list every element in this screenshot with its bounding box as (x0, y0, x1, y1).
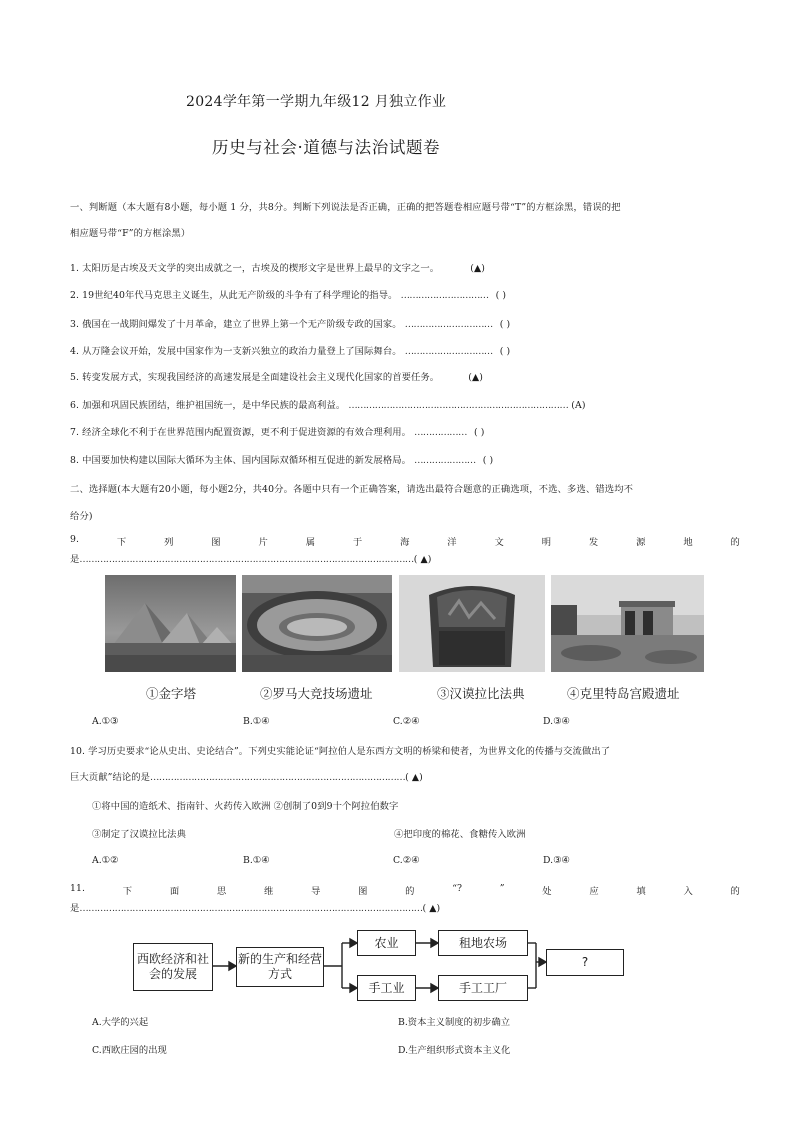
exam-subtitle: 历史与社会·道德与法治试题卷 (212, 138, 441, 157)
question-text: 6. 加强和巩固民族团结，维护祖国统一，是中华民族的最高利益。 (70, 400, 346, 411)
leader-dots: ………………… (414, 455, 476, 466)
answer-mark: ( ▲) (413, 554, 432, 565)
q11-option-a[interactable]: A.大学的兴起 (92, 1017, 149, 1028)
leader-dots: ………………………………………………………………… (348, 400, 569, 411)
question-text: 1. 太阳历是古埃及天文学的突出成就之一，古埃及的楔形文字是世界上最早的文字之一。 (70, 263, 440, 274)
leader-dots: …………………………………………………………………………… (150, 772, 406, 783)
section1-intro-line2: 相应题号带“F”的方框涂黑） (70, 228, 191, 239)
q9-option-a[interactable]: A.①③ (92, 716, 119, 727)
answer-mark: ( ) (482, 455, 494, 466)
question-text: 5. 转变发展方式，实现我国经济的高速发展是全面建设社会主义现代化国家的首要任务。 (70, 372, 440, 383)
mindmap-box-handicraft: 手工业 (357, 975, 416, 1001)
q10-statement-1-2: ①将中国的造纸术、指南针、火药传入欧洲 ②创制了0到9十个阿拉伯数字 (92, 801, 399, 812)
exam-title: 2024学年第一学期九年级12 月独立作业 (186, 94, 447, 110)
q9-stem-line1: 9. 下 列 图 片 属 于 海 洋 文 明 发 源 地 的 (70, 534, 740, 548)
section2-intro-line1: 二、选择题(本大题有20小题，每小题2分，共40分。各题中只有一个正确答案，请选出最符合题意的正确选项，不选、多选、错选均不 (70, 484, 634, 495)
q10-statement-3: ③制定了汉谟拉比法典 (92, 829, 186, 840)
q11-stem-line1: 11. 下 面 思 维 导 图 的 “? ” 处 应 填 入 的 (70, 883, 740, 897)
q9-option-c[interactable]: C.②④ (393, 716, 420, 727)
q9-option-b[interactable]: B.①④ (243, 716, 270, 727)
question-text: 7. 经济全球化不利于在世界范围内配置资源，更不利于促进资源的有效合理利用。 (70, 427, 412, 438)
q10-option-a[interactable]: A.①② (92, 855, 119, 866)
mindmap-box-workshop: 手工工厂 (438, 975, 528, 1001)
leader-dots: ……………… (414, 427, 467, 438)
section1-intro-line1: 一、判断题（本大题有8小题，每小题 1 分，共8分。判断下列说法是否正确，正确的把答题卷相应题号带“T”的方框涂黑，错误的把 (70, 202, 621, 213)
mindmap-box-new-production-mode: 新的生产和经营方式 (236, 947, 324, 987)
answer-mark: ( ) (499, 346, 511, 357)
q11-option-b[interactable]: B.资本主义制度的初步确立 (398, 1017, 511, 1028)
q11-option-d[interactable]: D.生产组织形式资本主义化 (398, 1045, 511, 1056)
q10-option-b[interactable]: B.①④ (243, 855, 270, 866)
answer-mark: ( ) (495, 290, 507, 301)
answer-mark: ( ▲) (422, 903, 441, 914)
question-text: 4. 从万隆会议开始，发展中国家作为一支新兴独立的政治力量登上了国际舞台。 (70, 346, 402, 357)
answer-mark: (A) (571, 400, 586, 411)
mindmap-box-western-europe-development: 西欧经济和社会的发展 (133, 943, 213, 991)
mindmap-box-unknown: ? (546, 949, 624, 976)
question-text: 3. 俄国在一战期间爆发了十月革命，建立了世界上第一个无产阶级专政的国家。 (70, 319, 402, 330)
q10-statement-4: ④把印度的棉花、食糖传入欧洲 (394, 829, 526, 840)
q9-option-d[interactable]: D.③④ (543, 716, 570, 727)
section2-intro-line2: 给分) (70, 511, 93, 522)
photo-caption-3: ③汉谟拉比法典 (437, 686, 525, 701)
question-text: 8. 中国要加快构建以国际大循环为主体、国内国际双循环相互促进的新发展格局。 (70, 455, 412, 466)
q9-stem-line2: 是……………………………………………………………………………………………………( ▲) (70, 554, 432, 565)
q10-option-d[interactable]: D.③④ (543, 855, 570, 866)
q10-stem-line1: 10. 学习历史要求“论从史出、史论结合”。下列史实能论证“阿拉伯人是东西方文明的桥梁和使者，为世界文化的传播与交流做出了 (70, 746, 611, 757)
photo-caption-4: ④克里特岛宫殿遗址 (567, 686, 680, 701)
mindmap-box-agriculture: 农业 (357, 930, 416, 956)
answer-mark: ( ) (473, 427, 485, 438)
leader-dots: ……………………………………………………………………………………………………… (79, 903, 423, 914)
photo-caption-1: ①金字塔 (146, 686, 197, 701)
q11-option-c[interactable]: C.西欧庄园的出现 (92, 1045, 167, 1056)
mindmap-box-tenant-farm: 租地农场 (438, 930, 528, 956)
answer-mark: ( ▲) (405, 772, 423, 783)
q10-option-c[interactable]: C.②④ (393, 855, 420, 866)
leader-dots: ………………………… (400, 290, 489, 301)
question-text: 2. 19世纪40年代马克思主义诞生，从此无产阶级的斗争有了科学理论的指导。 (70, 290, 398, 301)
q10-stem-line2: 巨大贡献”结论的是……………………………………………………………………………( ▲) (70, 772, 423, 783)
photo-caption-2: ②罗马大竞技场遗址 (260, 686, 373, 701)
leader-dots: ………………………… (404, 319, 493, 330)
answer-mark: ( ) (499, 319, 511, 330)
leader-dots: ………………………… (404, 346, 493, 357)
answer-mark: (▲) (468, 372, 483, 383)
q11-stem-line2: 是………………………………………………………………………………………………………( ▲) (70, 903, 441, 914)
leader-dots: …………………………………………………………………………………………………… (79, 554, 414, 565)
answer-mark: (▲) (470, 263, 485, 274)
